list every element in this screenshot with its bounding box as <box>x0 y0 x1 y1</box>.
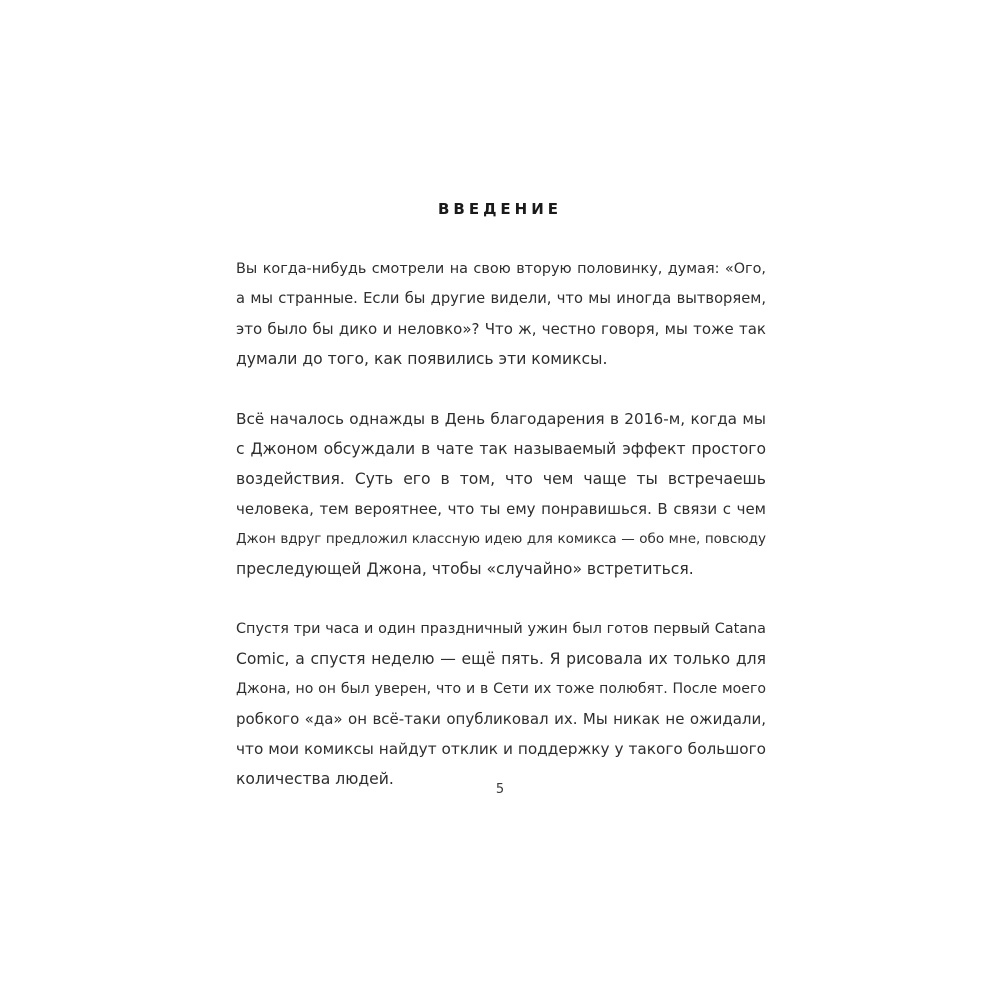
text-line: с Джоном обсуждали в чате так называемый эффект простого <box>236 440 766 458</box>
page-number: 5 <box>495 782 505 797</box>
text-line: Всё началось однажды в День благодарения в 2016-м, когда мы <box>236 410 766 428</box>
text-line: что мои комиксы найдут отклик и поддержку у такого большого <box>236 740 766 758</box>
text-line: думали до того, как появились эти комиксы. <box>236 350 608 368</box>
text-line: человека, тем вероятнее, что ты ему понравишься. В связи с чем <box>236 500 766 518</box>
text-line: Джон вдруг предложил классную идею для комикса — обо мне, повсюду <box>236 531 766 547</box>
text-line: количества людей. <box>236 770 394 788</box>
paragraph-2 <box>236 404 766 584</box>
text-line: воздействия. Суть его в том, что чем чаще ты встречаешь <box>236 470 766 488</box>
text-line: а мы странные. Если бы другие видели, что мы иногда вытворяем, <box>236 290 766 307</box>
text-line: преследующей Джона, чтобы «случайно» встретиться. <box>236 560 694 578</box>
text-line: Comic, а спустя неделю — ещё пять. Я рисовала их только для <box>236 650 766 668</box>
paragraph-3 <box>236 614 766 794</box>
body-text <box>236 254 766 824</box>
text-line: Спустя три часа и один праздничный ужин был готов первый Catana <box>236 621 766 637</box>
text-line: робкого «да» он всё-таки опубликовал их. Мы никак не ожидали, <box>236 710 766 728</box>
text-line: Вы когда-нибудь смотрели на свою вторую половинку, думая: «Ого, <box>236 261 766 277</box>
text-line: Джона, но он был уверен, что и в Сети их тоже полюбят. После моего <box>236 681 766 697</box>
paragraph-1 <box>236 254 766 374</box>
text-line: это было бы дико и неловко»? Что ж, честно говоря, мы тоже так <box>236 320 766 338</box>
chapter-title: ВВЕДЕНИЕ <box>437 200 563 218</box>
